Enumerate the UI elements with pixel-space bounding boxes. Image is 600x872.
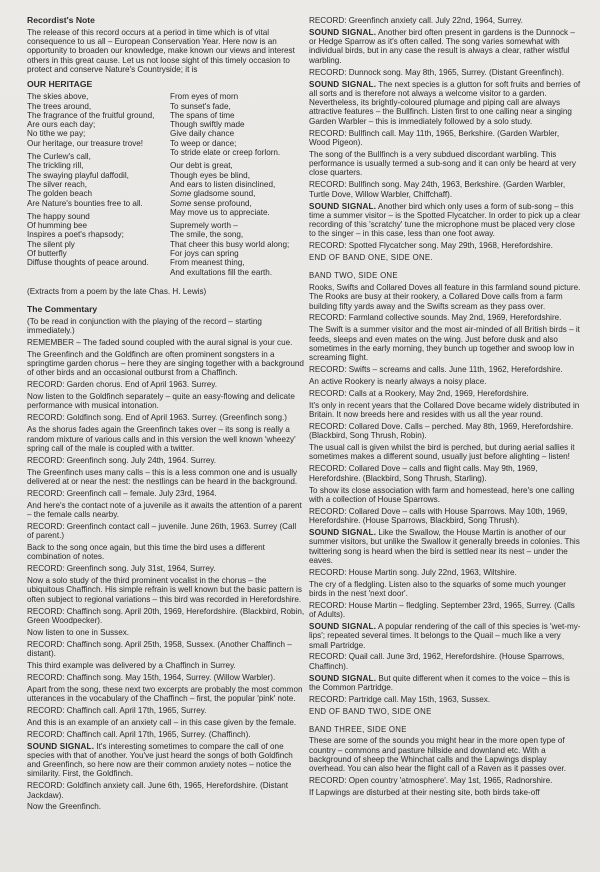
commentary-paragraph: An active Rookery is nearly always a noisy place. <box>309 377 487 386</box>
record-entry: RECORD: Quail call. June 3rd, 1962, Herefordshire. (House Sparrows, Chaffinch). <box>309 652 565 671</box>
sound-signal-label: SOUND SIGNAL. <box>309 27 377 37</box>
record-entry: RECORD: Greenfinch song. July 24th, 1964. Surrey. <box>27 455 217 465</box>
band-heading: BAND THREE, SIDE ONE <box>309 724 407 734</box>
sound-signal-text: Another bird often present in gardens is the Dunnock – or Hedge Sparrow as it's often called. The song varies somewhat with individual birds, but in any case the result is always a clear, rather wistful warbling. <box>309 27 575 65</box>
poem-line: The happy sound <box>27 211 90 221</box>
commentary-paragraph: Now listen to one in Sussex. <box>27 627 130 637</box>
record-entry: RECORD: Collared Dove – calls and flight calls. May 9th, 1969, Herefordshire. (Blackbird, Song Thrush, Starling). <box>309 464 538 483</box>
poem-line: Though eyes be blind, <box>170 170 250 180</box>
record-entry: RECORD: Bullfinch song. May 24th, 1963, Berkshire. (Garden Warbler, Turtle Dove, Willow Warbler, Chiffchaff). <box>309 180 566 199</box>
record-entry: RECORD: Collared Dove – calls with House Sparrows. May 10th, 1969, Herefordshire. (House Sparrows, Blackbird, Song Thrush). <box>309 506 568 526</box>
sound-signal-label: SOUND SIGNAL. <box>309 621 377 631</box>
sound-signal-text: A popular rendering of the call of this species is 'wet-my-lips'; repeated several times. It belongs to the Quail – much like a very small Partridge. <box>309 621 581 650</box>
sound-signal-paragraph <box>309 80 581 126</box>
record-entry: RECORD: Chaffinch call. April 17th, 1965, Surrey. (Chaffinch). <box>27 729 251 739</box>
poem-line: Diffuse thoughts of peace around. <box>27 258 149 268</box>
commentary-paragraph: The Swift is a summer visitor and the most air-minded of all British birds – it feeds, sleeps and even mates on the wing. Just before dusk and also sometimes in the early morning, they bunch up together and swoop low in screaming flight. <box>309 325 580 363</box>
poem-line: The spans of time <box>170 110 235 120</box>
poem-line: To sunset's fade, <box>170 101 231 111</box>
poem-line: Of butterfly <box>27 249 67 259</box>
commentary-paragraph: The cry of a fledgling. Listen also to the squarks of some much younger birds in the nest 'next door'. <box>309 579 566 598</box>
poem-line: From eyes of morn <box>170 92 239 102</box>
commentary-paragraph: Apart from the song, these next two excerpts are probably the most common utterances in the vocabulary of the Chaffinch – first, the popular 'pink' note. <box>27 684 303 703</box>
commentary-paragraph: And here's the contact note of a juvenile as it awaits the attention of a parent – the female calls nearby. <box>27 500 302 519</box>
commentary-paragraph: Back to the song once again, but this time the bird uses a different combination of notes. <box>27 543 265 562</box>
poem-line: And exultations fill the earth. <box>170 267 273 277</box>
record-entry: RECORD: House Martin song. July 22nd, 1963, Wiltshire. <box>309 567 517 577</box>
record-entry: RECORD: Chaffinch song. May 15th, 1964, Surrey. (Willow Warbler). <box>27 672 276 682</box>
poem-line: Some gladsome sound, <box>170 189 256 199</box>
poem-line: Though swiftly made <box>170 120 245 130</box>
record-entry: RECORD: Greenfinch contact call – juvenile. June 26th, 1963. Surrey (Call of parent.) <box>27 521 297 541</box>
sound-signal-paragraph <box>27 742 305 779</box>
record-entry: RECORD: Garden chorus. End of April 1963. Surrey. <box>27 380 217 390</box>
poem-line: The trees around, <box>27 101 92 111</box>
poem-line: That cheer this busy world along; <box>170 239 290 249</box>
poem-line: The Curlew's call, <box>27 152 91 162</box>
poem-line: From meanest thing, <box>170 258 245 268</box>
record-entry: RECORD: Chaffinch song. April 20th, 1969, Herefordshire. (Blackbird, Robin, Green Woodpecker). <box>27 606 305 625</box>
band-heading: BAND TWO, SIDE ONE <box>309 271 398 281</box>
commentary-heading: The Commentary <box>27 303 98 314</box>
commentary-paragraphs <box>27 350 305 739</box>
poem-stanza <box>27 152 162 208</box>
poem-line: Are ours each day; <box>27 120 96 130</box>
poem-line: The fragrance of the fruitful ground, <box>27 110 155 120</box>
commentary-paragraph: The song of the Bullfinch is a very subdued discordant warbling. This performance is usually termed a sub-song and it can only be heard at very close quarters. <box>309 149 576 178</box>
poem-line: To weep or dance; <box>170 138 237 148</box>
record-entry: RECORD: Chaffinch call. April 17th, 1965, Surrey. <box>27 705 207 715</box>
sound-signal-text: It's interesting sometimes to compare the call of one species with that of another. You've just heard the songs of both Goldfinch and Greenfinch, so here now are their common anxiety notes – notice the similarity. First, the Goldfinch. <box>27 741 293 779</box>
sound-signal-paragraph <box>309 528 581 565</box>
poem-line: The smile, the song, <box>170 230 244 240</box>
commentary-intro: (To be read in conjunction with the playing of the record – starting immediately.) <box>27 316 262 335</box>
poem-line: No tithe we pay; <box>27 129 86 139</box>
sound-signal-paragraph <box>309 674 581 693</box>
sound-signal-paragraph <box>309 202 581 239</box>
record-entry: RECORD: Dunnock song. May 8th, 1965, Surrey. (Distant Greenfinch). <box>309 67 564 77</box>
sound-signal-label: SOUND SIGNAL. <box>309 673 377 683</box>
recordist-heading: Recordist's Note <box>27 15 95 25</box>
remember-note: REMEMBER – The faded sound coupled with the aural signal is your cue. <box>27 337 293 347</box>
poem-line: The silent ply <box>27 239 75 249</box>
poem-line: The skies above, <box>27 92 89 102</box>
poem-line: Our debt is great, <box>170 161 233 171</box>
poem-line: The trickling rill, <box>27 161 84 171</box>
poem-line: Our heritage, our treasure trove! <box>27 138 144 148</box>
record-entry: RECORD: Greenfinch anxiety call. July 22nd, 1964, Surrey. <box>309 16 523 25</box>
record-entry: RECORD: Chaffinch song. April 25th, 1958, Sussex. (Another Chaffinch – distant). <box>27 639 292 658</box>
poem-line: Are Nature's bounties free to all. <box>27 198 143 208</box>
poem-line: To stride elate or creep forlorn. <box>170 148 281 158</box>
commentary-paragraph: Now a solo study of the third prominent vocalist in the chorus – the ubiquitous Chaffinch. His simple refrain is well known but the basic pattern is often subject to regional variations – this bird was recorded in Herefordshire. <box>27 576 302 604</box>
commentary-paragraph: This third example was delivered by a Chaffinch in Surrey. <box>27 660 236 670</box>
record-entry: RECORD: Swifts – screams and calls. June 11th, 1962, Herefordshire. <box>309 365 563 375</box>
sound-signal-label: SOUND SIGNAL. <box>309 201 377 211</box>
poem-line: The golden beach <box>27 189 93 199</box>
poem-stanza <box>170 92 305 157</box>
poem-credit: (Extracts from a poem by the late Chas. H. Lewis) <box>27 286 207 296</box>
sound-signal-label: SOUND SIGNAL. <box>309 527 377 537</box>
sound-signal-text: The next species is a glutton for soft fruits and berries of all sorts and is therefore not always a welcome visitor to a garden. Nevertheless, its brightly-coloured plumage and piping call are always attractive features – the Bullfinch. Listen first to one calling near a singing Garden Warbler – this is immediately followed by a solo study. <box>309 79 581 126</box>
band-heading: END OF BAND ONE, SIDE ONE. <box>309 253 433 263</box>
commentary-paragraph: These are some of the sounds you might hear in the more open type of country – commons and pasture hillside and downland etc. With a background of sheep the Whinchat calls and the Lapwings display overhead. You can also hear the flight call of a Raven as it passes over. <box>309 736 567 774</box>
commentary-tail <box>27 781 305 811</box>
commentary-paragraph: The usual call is given whilst the bird is perched, but during aerial sallies it sometimes makes a different sound, usually just before alighting – listen! <box>309 443 575 462</box>
heritage-heading: OUR HERITAGE <box>27 79 93 90</box>
poem-line: And ears to listen disinclined, <box>170 179 276 189</box>
record-entry: RECORD: Partridge call. May 15th, 1963, Sussex. <box>309 694 491 704</box>
poem-column-1 <box>27 92 162 281</box>
commentary-paragraph: Now the Greenfinch. <box>27 802 102 812</box>
record-entry: RECORD: House Martin – fledgling. September 23rd, 1965, Surrey. (Calls of Adults). <box>309 600 575 620</box>
sound-signal-label: SOUND SIGNAL. <box>309 79 377 89</box>
sound-signal-paragraph <box>309 28 581 65</box>
record-entry: RECORD: Open country 'atmosphere'. May 1st, 1965, Radnorshire. <box>309 776 553 786</box>
record-entry: RECORD: Goldfinch anxiety call. June 6th, 1965, Herefordshire. (Distant Jackdaw). <box>27 781 289 800</box>
poem <box>27 92 305 281</box>
right-column <box>309 16 581 800</box>
commentary-paragraph: It's only in recent years that the Collared Dove became widely distributed in Britain. It now breeds here and resides with us all the year round. <box>309 400 580 420</box>
poem-column-2 <box>162 92 305 281</box>
record-entry: RECORD: Farmland collective sounds. May 2nd, 1969, Herefordshire. <box>309 313 562 323</box>
poem-stanza <box>27 212 162 268</box>
poem-line: Some sense profound, <box>170 198 252 208</box>
sound-signal-text: Like the Swallow, the House Martin is another of our summer visitors, but unlike the Swallow it generally breeds in colonies. This twittering song is heard when the bird is settled near its nest – under the eaves. <box>309 527 580 565</box>
commentary-paragraph: The Greenfinch uses many calls – this is a less common one and is usually delivered at or near the nest: the nestlings can be heard in the background. <box>27 467 298 486</box>
commentary-paragraph: As the shorus fades again the Greenfinch takes over – its song is really a random mixture of various calls and in this version the well known 'wheezy' spring call of the male is coupled with a twitter. <box>27 425 296 453</box>
poem-emphasis: Some <box>170 189 192 199</box>
sound-signal-text: But quite different when it comes to the voice – this is the Common Partridge. <box>309 673 570 692</box>
record-entry: RECORD: Collared Dove. Calls – perched. May 8th, 1969, Herefordshire. (Blackbird, Song Thrush, Robin). <box>309 421 574 441</box>
sound-signal-label: SOUND SIGNAL. <box>27 741 95 751</box>
record-entry: RECORD: Bullfinch call. May 11th, 1965, Berkshire. (Garden Warbler, Wood Pigeon). <box>309 128 560 147</box>
commentary-paragraph: And this is an example of an anxiety call – in this case given by the female. <box>27 717 297 727</box>
recordist-text: The release of this record occurs at a period in time which is of vital consequence to us all – European Conservation Year. Here now is an opportunity to broaden our knowledge, make known our views and interest others in this great cause. Let us not loose sight of this timely occasion to protect and conserve Nature's Countryside; it is <box>27 27 295 75</box>
record-entry: RECORD: Calls at a Rookery, May 2nd, 1969, Herefordshire. <box>309 388 529 398</box>
poem-line: Inspires a poet's rhapsody; <box>27 230 124 240</box>
poem-line: Of humming bee <box>27 221 88 231</box>
poem-stanza <box>170 161 305 217</box>
poem-line: Supremely worth – <box>170 221 238 231</box>
commentary-paragraph: Rooks, Swifts and Collared Doves all feature in this farmland sound picture. The Rooks are busy at their rookery, a Collared Dove calls from a farm building fifty yards away and the Swifts scream as they pass over. <box>309 282 581 311</box>
commentary-paragraph: Now listen to the Goldfinch separately – quite an easy-flowing and delicate performance with musical intonation. <box>27 392 295 411</box>
commentary-paragraph: The Greenfinch and the Goldfinch are often prominent songsters in a springtime garden chorus – here they are singing together with a background of other birds and an occasional outburst from a Chaffinch. <box>27 349 304 378</box>
record-entry: RECORD: Greenfinch call – female. July 23rd, 1964. <box>27 488 217 498</box>
poem-line: For joys can spring <box>170 249 239 259</box>
sound-signal-paragraph <box>309 622 581 650</box>
poem-line: The swaying playful daffodil, <box>27 170 129 180</box>
poem-line: The silver reach, <box>27 179 88 189</box>
band-heading: END OF BAND TWO, SIDE ONE <box>309 706 432 716</box>
commentary-paragraph: If Lapwings are disturbed at their nesting site, both birds take-off <box>309 788 540 798</box>
record-entry: RECORD: Spotted Flycatcher song. May 29th, 1968, Herefordshire. <box>309 241 553 251</box>
poem-emphasis: Some <box>170 198 192 208</box>
poem-line: Give daily chance <box>170 129 235 139</box>
sound-signal-text: Another bird which only uses a form of sub-song – this time a summer visitor – is the Spotted Flycatcher. In order to pick up a clear recording of this 'scratchy' tune the microphone must be placed very close to the singer – in this case, less than one foot away. <box>309 201 581 239</box>
left-column <box>27 16 305 814</box>
poem-stanza <box>170 221 305 277</box>
record-entry: RECORD: Goldfinch song. End of April 1963. Surrey. (Greenfinch song.) <box>27 413 287 423</box>
poem-stanza <box>27 92 162 148</box>
poem-line: May move us to appreciate. <box>170 207 270 217</box>
commentary-paragraph: To show its close association with farm and homestead, here's one calling with a collection of House Sparrows. <box>309 485 575 504</box>
record-entry: RECORD: Greenfinch song. July 31st, 1964, Surrey. <box>27 564 216 574</box>
